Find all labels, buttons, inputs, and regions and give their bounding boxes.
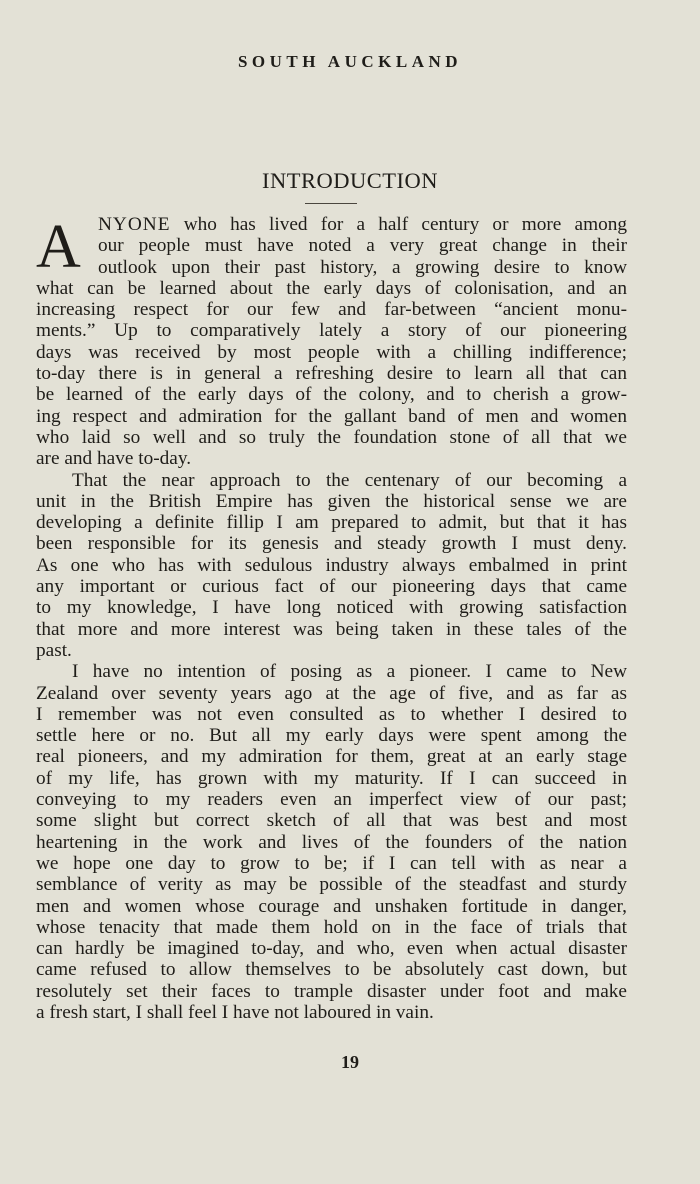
text-line: a fresh start, I shall feel I have not laboured in vain. [36, 1001, 434, 1023]
text-line: can hardly be imagined to-day, and who, even when actual disaster [36, 938, 627, 960]
text-line: That the near approach to the centenary of our becoming a [72, 469, 627, 491]
paragraph-2 [36, 470, 627, 662]
text-line: ing respect and admiration for the gallant band of men and women [36, 405, 627, 427]
text-line: past. [36, 639, 72, 661]
text-line: real pioneers, and my admiration for them, great at an early stage [36, 746, 627, 768]
text-line: developing a definite fillip I am prepared to admit, but that it has [36, 512, 627, 534]
text-line: been responsible for its genesis and steady growth I must deny. [36, 533, 627, 555]
text-line: that more and more interest was being taken in these tales of the [36, 618, 627, 640]
text-line: heartening in the work and lives of the founders of the nation [36, 831, 627, 853]
body-text [36, 214, 627, 1023]
text-line: men and women whose courage and unshaken fortitude in danger, [36, 895, 627, 917]
text-line: came refused to allow themselves to be absolutely cast down, but [36, 959, 627, 981]
text-line: Zealand over seventy years ago at the age of five, and as far as [36, 682, 627, 704]
paragraph-3 [36, 661, 627, 1023]
text-line: to-day there is in general a refreshing desire to learn all that can [36, 363, 627, 385]
text-line: to my knowledge, I have long noticed with growing satisfaction [36, 597, 627, 619]
text-line: who laid so well and so truly the foundation stone of all that we [36, 426, 627, 448]
drop-cap: A [36, 213, 81, 281]
page-number: 19 [341, 1052, 359, 1072]
paragraph-1 [36, 214, 627, 470]
text-line: of my life, has grown with my maturity. If I can succeed in [36, 767, 627, 789]
text-line: resolutely set their faces to trample disaster under foot and make [36, 980, 627, 1002]
text-line: I remember was not even consulted as to whether I desired to [36, 703, 627, 725]
text-line: As one who has with sedulous industry always embalmed in print [36, 554, 627, 576]
first-word: NYONE [98, 214, 171, 235]
text-line: semblance of verity as may be possible of the steadfast and sturdy [36, 874, 627, 896]
text-line: I have no intention of posing as a pioneer. I came to New [72, 661, 627, 683]
heading-rule [305, 203, 357, 204]
text-line: settle here or no. But all my early days were spent among the [36, 725, 627, 747]
text-line: unit in the British Empire has given the historical sense we are [36, 490, 627, 512]
text-line: be learned of the early days of the colony, and to cherish a grow- [36, 384, 627, 406]
line-text: who has lived for a half century or more among [170, 214, 627, 235]
text-line: whose tenacity that made them hold on in the face of trials that [36, 916, 627, 938]
text-line [36, 214, 627, 235]
text-line: outlook upon their past history, a growing desire to know [98, 256, 627, 278]
text-line: we hope one day to grow to be; if I can tell with as near a [36, 852, 627, 874]
text-line: days was received by most people with a chilling indifference; [36, 341, 627, 363]
text-line: conveying to my readers even an imperfect view of our past; [36, 789, 627, 811]
text-line: ments.” Up to comparatively lately a story of our pioneering [36, 320, 627, 342]
text-line: some slight but correct sketch of all that was best and most [36, 810, 627, 832]
chapter-heading: INTRODUCTION [262, 168, 438, 193]
text-line: increasing respect for our few and far-between “ancient monu- [36, 299, 627, 321]
running-head: SOUTH AUCKLAND [237, 52, 463, 71]
text-line: our people must have noted a very great change in their [98, 235, 627, 257]
text-line: what can be learned about the early days of colonisation, and an [36, 277, 627, 299]
text-line: are and have to-day. [36, 448, 192, 470]
text-line: any important or curious fact of our pioneering days that came [36, 576, 627, 598]
